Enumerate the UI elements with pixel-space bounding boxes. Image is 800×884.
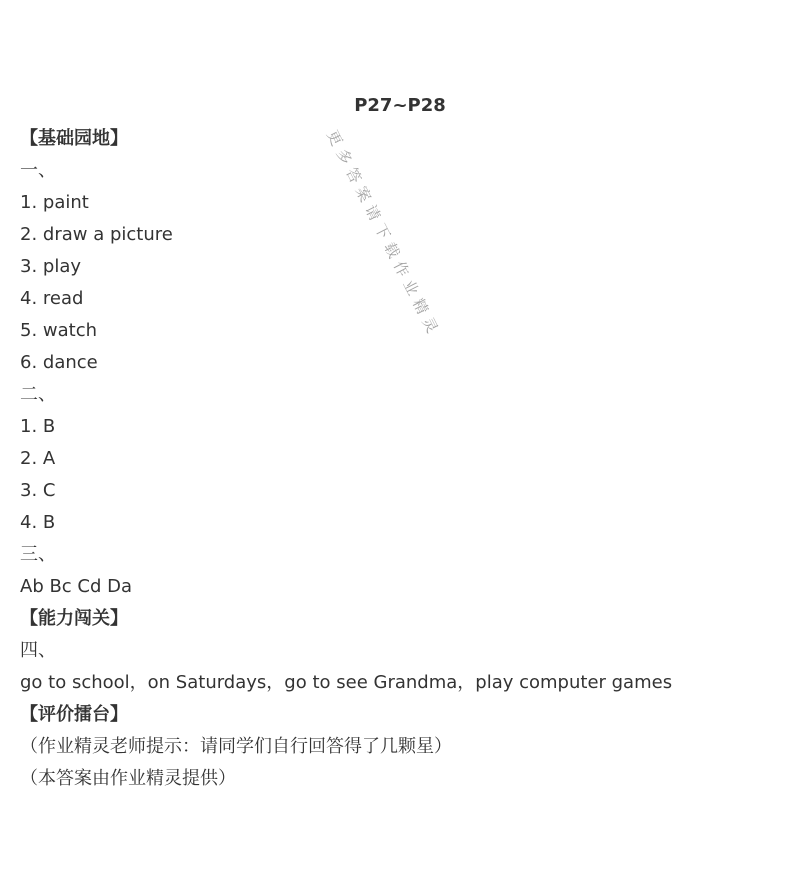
part-label-4: 四、 (20, 640, 56, 661)
answer-item: go to school，on Saturdays，go to see Grandma，play computer games (20, 672, 673, 693)
answer-item: 1. B (20, 416, 56, 437)
answer-item: 6. dance (20, 352, 98, 373)
part-label-3: 三、 (20, 544, 56, 565)
answer-item: 4. B (20, 512, 56, 533)
answer-item: 2. draw a picture (20, 224, 173, 245)
section-heading-evaluation: 【评价擂台】 (20, 704, 128, 725)
answer-item: 2. A (20, 448, 56, 469)
note-teacher-hint: （作业精灵老师提示：请同学们自行回答得了几颗星） (20, 736, 452, 757)
part-label-2: 二、 (20, 384, 56, 405)
answer-item: 3. C (20, 480, 56, 501)
note-provider: （本答案由作业精灵提供） (20, 768, 236, 789)
answer-item: 3. play (20, 256, 82, 277)
answer-item: 5. watch (20, 320, 98, 341)
answer-content (20, 127, 790, 799)
answer-item: Ab Bc Cd Da (20, 576, 133, 597)
answer-item: 1. paint (20, 192, 89, 213)
watermark-text: 更多答案请下载作业精灵 (323, 127, 445, 342)
section-heading-ability: 【能力闯关】 (20, 608, 128, 629)
section-heading-basics: 【基础园地】 (20, 128, 128, 149)
answer-item: 4. read (20, 288, 84, 309)
part-label-1: 一、 (20, 160, 56, 181)
page-title: P27~P28 (354, 95, 446, 116)
